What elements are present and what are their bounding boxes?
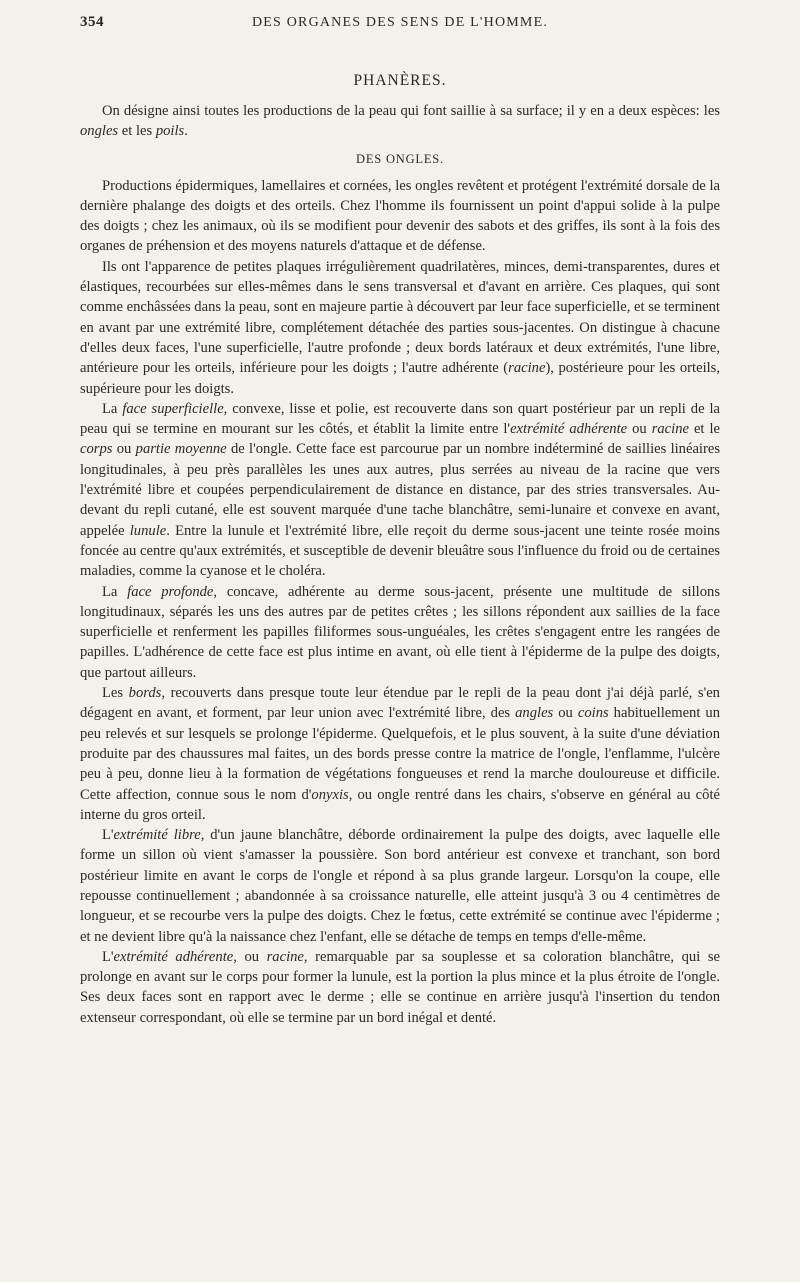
text-run: ), postérieure pour les orteils, supérieure pour les doigts. (80, 360, 720, 397)
italic-term: angles (515, 705, 554, 722)
italic-term: racine (508, 360, 546, 377)
section-title: PHANÈRES. (353, 72, 447, 89)
paragraph-2 (80, 257, 720, 399)
italic-term: coins (577, 705, 609, 722)
italic-term: extrémité adhérente (510, 421, 628, 438)
text-run: . (184, 123, 188, 140)
text-run: Les (102, 685, 129, 702)
italic-term: poils (155, 123, 185, 140)
italic-term: lunule (129, 522, 167, 539)
text-run: Ils ont l'apparence de petites plaques irrégulièrement quadrilatères, minces, demi-transparentes, dures et élastiques, recourbées sur elles-mêmes dans le sens transversal et d'avant en arrière. Ces plaques, qui sont comme enchâssées dans la peau, sont en majeure partie à découvert par leur face superficielle, et se terminent en avant par une extrémité libre, complétement détachée des parties sous-jacentes. On distingue à chacune d'elles deux faces, l'une superficielle, l'autre profonde ; deux bords latéraux et deux extrémités, l'une libre, antérieure pour les orteils, inférieure pour les doigts ; l'autre adhérente ( (80, 258, 720, 377)
text-run: Productions épidermiques, lamellaires et cornées, les ongles revêtent et protégent l'extrémité dorsale de la dernière phalange des doigts et des orteils. Chez l'homme ils fournissent un point d'appui solide à la pulpe des doigts ; chez les animaux, où ils se modifient pour devenir des sabots et des griffes, ils sont à la fois des organes de préhension et des moyens naturels d'attaque et de défense. (80, 177, 720, 255)
text-run: ou (112, 441, 136, 458)
italic-term: face superficielle (122, 400, 224, 417)
paragraph-3 (80, 399, 720, 582)
text-run: et les (118, 123, 156, 140)
text-run: et le (688, 421, 720, 438)
text-run: , concave, adhérente au derme sous-jacent, présente une multitude de sillons longitudinaux, séparés les uns des autres par de petites crêtes ; les sillons répondent aux saillies de la face superficielle et renferment les papilles filiformes sous-unguéales, les crêtes s'engagent entre les rangées de papilles. L'adhérence de cette face est plus intime en avant, où elle tient à l'épiderme de la pulpe des doigts, que partout ailleurs. (80, 583, 720, 681)
text-run: L' (102, 948, 114, 965)
italic-term: onyxis (311, 786, 349, 803)
text-run: L' (102, 827, 114, 844)
paragraph-1 (80, 176, 720, 257)
text-run: ou (553, 705, 578, 722)
paragraph-7 (80, 947, 720, 1028)
text-run: La (102, 583, 128, 600)
italic-term: ongles (80, 123, 119, 140)
text-run: On désigne ainsi toutes les productions de la peau qui font saillie à sa surface; il y en a deux espèces: les (102, 103, 720, 119)
text-run: , ou ongle rentré dans les chairs, s'observe en général au côté interne du gros orteil. (80, 786, 720, 823)
text-run: habituellement un peu relevés et sur lesquels se prolonge l'épiderme. Quelquefois, et le plus souvent, à la suite d'une déviation produite par des chaussures mal faites, un des bords presse contre la matrice de l'ongle, l'enflamme, l'ulcère peu à peu, donne lieu à la formation de végétations fongueuses et rend la marche douloureuse et difficile. Cette affection, connue sous le nom d' (80, 705, 721, 803)
running-title: DES ORGANES DES SENS DE L'HOMME. (251, 15, 549, 30)
text-run: , recouverts dans presque toute leur étendue par le repli de la peau dont j'ai déjà parlé, s'en dégagent en avant, et forment, par leur union avec l'extrémité libre, des (80, 685, 720, 722)
paragraph-6 (80, 825, 720, 947)
italic-term: racine (651, 421, 689, 438)
text-run: , remarquable par sa souplesse et sa coloration blanchâtre, qui se prolonge en avant sur le corps pour former la lunule, est la portion la plus mince et la plus étroite de l'ongle. Ses deux faces sont en rapport avec le derme ; elle se continue en arrière jusqu'à l'insertion du tendon extenseur correspondant, où elle se termine par un bord inégal et denté. (80, 948, 720, 1026)
italic-term: extrémité adhérente (113, 948, 234, 965)
paragraph-4 (80, 582, 720, 683)
italic-term: racine (266, 948, 304, 965)
italic-term: corps (80, 441, 113, 458)
text-run: ou (627, 421, 652, 438)
text-run: La (102, 400, 123, 417)
text-run: de l'ongle. Cette face est parcourue par un nombre indéterminé de saillies linéaires longitudinales, à peu près parallèles les unes aux autres, plus serrées au niveau de la racine que vers l'extrémité libre et coupées perpendiculairement de distance en distance, par des stries transversales. Au-devant du repli cutané, elle est souvent marquée d'une tache blanchâtre, semi-lunaire et convexe en avant, appelée (80, 441, 721, 539)
page-number: 354 (80, 14, 104, 30)
text-run: , convexe, lisse et polie, est recouverte dans son quart postérieur par un repli de la peau qui se termine en mourant sur les côtés, et établit la limite entre l' (80, 400, 720, 438)
text-run: , ou (233, 948, 267, 965)
running-header (80, 14, 720, 34)
section-intro (80, 101, 720, 142)
italic-term: partie moyenne (135, 441, 227, 458)
subsection-title: DES ONGLES. (356, 151, 444, 166)
text-run: , d'un jaune blanchâtre, déborde ordinairement la pulpe des doigts, avec laquelle elle forme un sillon où vient s'amasser la poussière. Son bord antérieur est convexe et tranchant, son bord postérieur limite en avant le corps de l'ongle et répond à sa plus grande largeur. Lorsqu'on la coupe, elle repousse continuellement ; abandonnée à sa croissance naturelle, elle atteint jusqu'à 3 ou 4 centimètres de longueur, et se recourbe vers la pulpe des doigts. Chez le fœtus, cette extrémité se continue avec l'épiderme ; et ne devient libre qu'à la naissance chez l'enfant, elle se détache de temps en temps d'elle-même. (80, 827, 720, 945)
italic-term: face profonde (127, 583, 214, 600)
paragraph-5 (80, 683, 720, 825)
italic-term: extrémité libre (113, 827, 201, 844)
text-run: . Entre la lunule et l'extrémité libre, elle reçoit du derme sous-jacent une teinte rosée moins foncée au centre qu'aux extrémités, et susceptible de devenir bleuâtre sous l'influence du froid ou de certaines maladies, comme la cyanose et le choléra. (80, 522, 720, 580)
italic-term: bords (128, 685, 162, 702)
page-body (80, 72, 720, 1028)
